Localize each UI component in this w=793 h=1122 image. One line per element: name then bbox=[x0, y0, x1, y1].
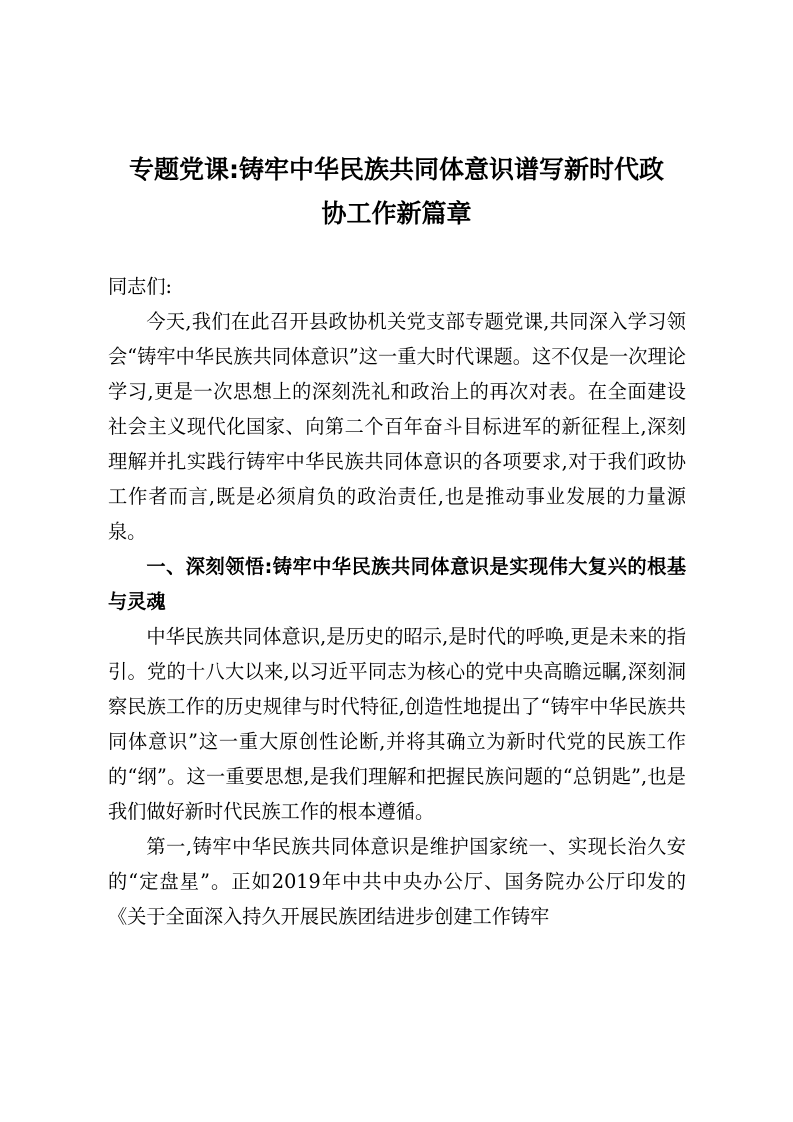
title-line-1: 专题党课:铸牢中华民族共同体意识谱写新时代政 bbox=[129, 155, 664, 184]
paragraph-section-1: 中华民族共同体意识,是历史的昭示,是时代的呼唤,更是未来的指引。党的十八大以来,以习近平同志为核心的党中央高瞻远瞩,深刻洞察民族工作的历史规律与时代特征,创造性地提出了“铸牢中华民族共同体意识”这一重大原创性论断,并将其确立为新时代党的民族工作的“纲”。这一重要思想,是我们理解和把握民族问题的“总钥匙”,也是我们做好新时代民族工作的根本遵循。 bbox=[108, 625, 686, 823]
section-heading-1: 一、深刻领悟:铸牢中华民族共同体意识是实现伟大复兴的根基与灵魂 bbox=[108, 555, 686, 613]
document-title bbox=[100, 148, 693, 236]
paragraph-point-1: 第一,铸牢中华民族共同体意识是维护国家统一、实现长治久安的“定盘星”。正如2019年中共中央办公厅、国务院办公厅印发的《关于全面深入持久开展民族团结进步创建工作铸牢 bbox=[108, 835, 686, 928]
document-body bbox=[108, 269, 686, 934]
paragraph-intro: 今天,我们在此召开县政协机关党支部专题党课,共同深入学习领会“铸牢中华民族共同体意识”这一重大时代课题。这不仅是一次理论学习,更是一次思想上的深刻洗礼和政治上的再次对表。在全面建设社会主义现代化国家、向第二个百年奋斗目标进军的新征程上,深刻理解并扎实践行铸牢中华民族共同体意识的各项要求,对于我们政协工作者而言,既是必须肩负的政治责任,也是推动事业发展的力量源泉。 bbox=[108, 310, 686, 543]
greeting: 同志们: bbox=[108, 275, 173, 298]
title-line-2: 协工作新篇章 bbox=[321, 199, 472, 228]
